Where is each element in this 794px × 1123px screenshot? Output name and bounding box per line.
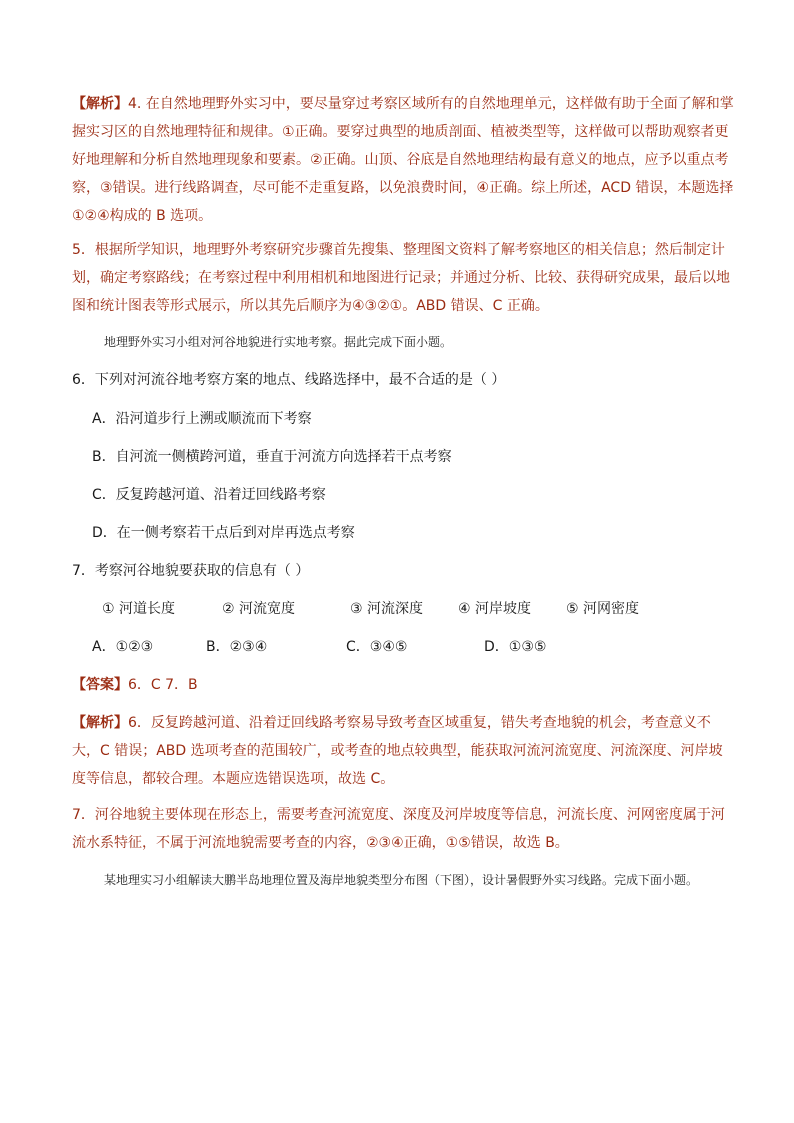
question-6-option-d: D．在一侧考察若干点后到对岸再选点考察 (92, 525, 355, 541)
question-7-option-a: A．①②③ (92, 639, 154, 655)
stimulus-intro-1: 地理野外实习小组对河谷地貌进行实地考察。据此完成下面小题。 (104, 335, 453, 349)
answer-line (72, 671, 734, 699)
analysis-q5: 5．根据所学知识，地理野外考察研究步骤首先搜集、整理图文资料了解考察地区的相关信息；然后制定计划，确定考察路线；在考察过程中利用相机和地图进行记录；并通过分析、比较、获得研究成果，最后以地图和统计图表等形式展示，所以其先后顺序为④③②①。ABD 错误、C 正确。 (72, 242, 730, 314)
question-7-item-3: ③ 河流深度 (350, 601, 424, 617)
question-7-option-c: C．③④⑤ (346, 639, 408, 655)
stimulus-intro-2: 某地理实习小组解读大鹏半岛地理位置及海岸地貌类型分布图（下图），设计暑假野外实习线路。完成下面小题。 (104, 873, 699, 887)
question-7-item-2: ② 河流宽度 (222, 601, 296, 617)
analysis-q6 (72, 709, 734, 793)
question-6-option-b: B．自河流一侧横跨河道，垂直于河流方向选择若干点考察 (92, 449, 452, 465)
answer-label: 【答案】 (72, 677, 128, 693)
question-6-option-c: C．反复跨越河道、沿着迂回线路考察 (92, 487, 326, 503)
analysis-label-2: 【解析】 (72, 715, 128, 731)
question-7-option-d: D．①③⑤ (484, 639, 547, 655)
question-6-option-a: A．沿河道步行上溯或顺流而下考察 (92, 411, 312, 427)
analysis-q6-text: 6．反复跨越河道、沿着迂回线路考察易导致考查区域重复，错失考查地貌的机会，考查意义不大，C 错误；ABD 选项考查的范围较广，或考查的地点较典型，能获取河流河流宽度、河流深度、河岸坡度等信息，都较合理。本题应选错误选项，故选 C。 (72, 715, 723, 787)
question-7-option-b: B．②③④ (206, 639, 268, 655)
analysis-label: 【解析】 (72, 96, 128, 112)
analysis-q4-text: 4. 在自然地理野外实习中，要尽量穿过考察区域所有的自然地理单元，这样做有助于全面了解和掌握实习区的自然地理特征和规律。①正确。要穿过典型的地质剖面、植被类型等，这样做可以帮助观察者更好地理解和分析自然地理现象和要素。②正确。山顶、谷底是自然地理结构最有意义的地点，应予以重点考察，③错误。进行线路调查，尽可能不走重复路，以免浪费时间，④正确。综上所述，ACD 错误，本题选择①②④构成的 B 选项。 (72, 96, 734, 224)
analysis-q7: 7．河谷地貌主要体现在形态上，需要考查河流宽度、深度及河岸坡度等信息，河流长度、河网密度属于河流水系特征，不属于河流地貌需要考查的内容，②③④正确，①⑤错误，故选 B。 (72, 807, 725, 851)
question-7-item-4: ④ 河岸坡度 (458, 601, 532, 617)
question-7-stem: 7．考察河谷地貌要获取的信息有（ ） (72, 563, 310, 579)
answer-text: 6．C 7．B (128, 677, 198, 693)
question-7-item-1: ① 河道长度 (102, 601, 176, 617)
analysis-q4 (72, 90, 734, 230)
question-6-stem: 6．下列对河流谷地考察方案的地点、线路选择中，最不合适的是（ ） (72, 372, 506, 388)
question-7-item-5: ⑤ 河网密度 (566, 601, 640, 617)
